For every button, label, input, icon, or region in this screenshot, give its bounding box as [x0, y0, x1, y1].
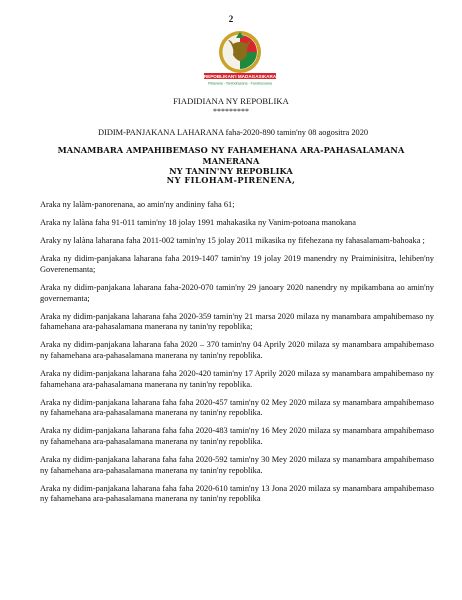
consideration-item: Araka ny lalàna faha 91-011 tamin'ny 18 jolay 1991 mahakasika ny Vanim-potoana manokana — [40, 218, 356, 228]
seal-caption: REPOBLIKAN'I MADAGASIKARA — [203, 73, 277, 79]
consideration-item: Araka ny didim-panjakana laharana faha 2019-1407 tamin'ny 19 jolay 2019 manendry ny Praiminisitra, lehiben'ny Goverenemanta; — [40, 254, 434, 274]
consideration-item: Araka ny didim-panjakana laharana faha faha 2020-457 tamin'ny 02 Mey 2020 milaza sy manambara ampahibemaso ny fahamehana ara-pahasalamana manerana ny tanin'ny repoblika. — [40, 397, 434, 418]
authority-heading: FIADIDIANA NY REPOBLIKA — [173, 96, 289, 106]
seal-motto: Fitiavana - Tanindrazana - Fandrosoana — [208, 81, 272, 86]
consideration-item: Araka ny didim-panjakana laharana faha 2020-420 tamin'ny 17 Aprily 2020 milaza sy manambara ampahibemaso ny fahamehana ara-pahasalamana manerana ny tanin'ny repoblika. — [40, 369, 434, 389]
consideration-item: Araka ny didim-panjakana laharana faha faha 2020-592 tamin'ny 30 Mey 2020 milaza sy manambara ampahibemaso ny fahamehana ara-pahasalamana manerana ny tanin'ny repoblika. — [40, 455, 434, 475]
consideration-item: Araky ny lalàna laharana faha 2011-002 tamin'ny 15 jolay 2011 mikasika ny fifehezana ny fahasalamam-bahoaka ; — [40, 236, 425, 246]
considerations-list — [40, 200, 434, 512]
consideration-item: Araka ny didim-panjakana laharana faha 2020 – 370 tamin'ny 04 Aprily 2020 milaza sy manambara ampahibemaso ny fahamehana ara-pahasalamana manerana ny tanin'ny repoblika. — [40, 340, 434, 360]
star-separator: ********* — [213, 107, 249, 116]
consideration-item: Araka ny didim-panjakana laharana faha 2020-359 tamin'ny 21 marsa 2020 milaza ny manambara ampahibemaso ny fahamehana ara-pahasalamana manerana ny tanin'ny repoblika; — [40, 311, 434, 332]
consideration-item: Araka ny lalàm-panorenana, ao amin'ny andininy faha 61; — [40, 200, 235, 209]
decree-reference: DIDIM-PANJAKANA LAHARANA faha-2020-890 tamin'ny 08 aogositra 2020 — [98, 128, 369, 137]
decree-title-line-2: NY TANIN'NY REPOBLIKA — [169, 166, 293, 176]
madagascar-seal-emblem — [200, 26, 280, 88]
page-number: 2 — [228, 14, 234, 24]
decree-title-line-1: MANAMBARA AMPAHIBEMASO NY FAHAMEHANA ARA-PAHASALAMANA MANERANA — [57, 145, 405, 166]
consideration-item: Araka ny didim-panjakana laharana faha faha 2020-610 tamin'ny 13 Jona 2020 milaza sy manambara ampahibemaso ny fahamehana ara-pahasalamana manerana ny tanin'ny repoblika — [40, 483, 434, 504]
header-block — [0, 96, 462, 116]
president-heading: NY FILOHAM-PIRENENA, — [166, 175, 296, 185]
consideration-item: Araka ny didim-panjakana laharana faha faha 2020-483 tamin'ny 16 Mey 2020 milaza sy manambara ampahibemaso ny fahamehana ara-pahasalamana manerana ny tanin'ny repoblika. — [40, 426, 434, 446]
decree-title — [30, 145, 432, 177]
consideration-item: Araka ny didim-panjakana laharana faha-2020-070 tamin'ny 29 janoary 2020 nanendry ny mpikambana ao amin'ny governemanta; — [40, 282, 434, 303]
